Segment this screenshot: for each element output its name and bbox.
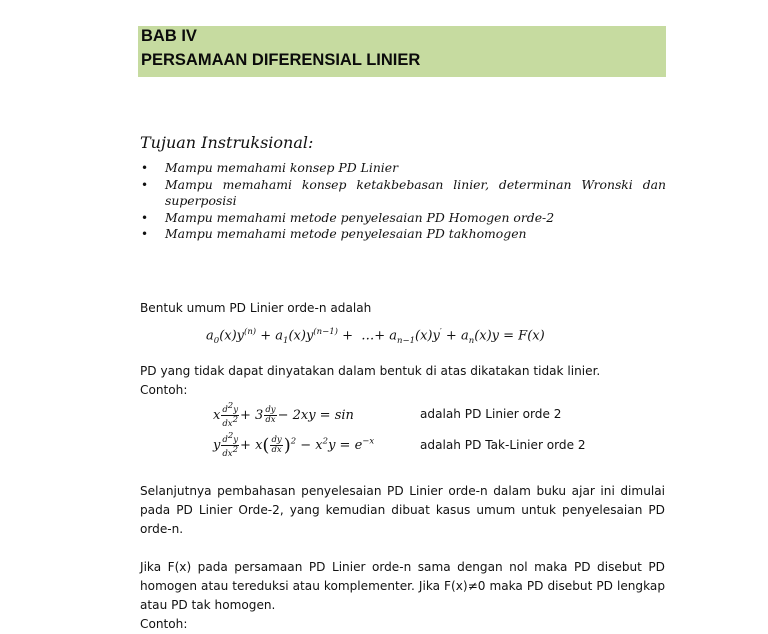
- intro-text: Bentuk umum PD Linier orde-n adalah: [140, 301, 372, 315]
- chapter-header: [138, 26, 666, 77]
- bullet-icon: •: [141, 227, 149, 241]
- example-equation-1: x $\frac{d^2y}{dx^2}$ + 3 $\frac{dy}{dx}$ − 2xy = sin: [213, 401, 354, 429]
- general-equation: $a_0(x)y^{(n)} + a_1(x)y^{(n-1)}$ + …+ $a_{n-1}(x)y' + a_n(x)y = F(x)$: [206, 327, 545, 346]
- objectives-title: Tujuan Instruksional:: [140, 133, 314, 152]
- example-2-description: adalah PD Tak-Linier orde 2: [420, 438, 586, 452]
- example-1-description: adalah PD Linier orde 2: [420, 407, 562, 421]
- nonlinear-text: PD yang tidak dapat dinyatakan dalam bentuk di atas dikatakan tidak linier.: [140, 364, 601, 378]
- list-item: • Mampu memahami metode penyelesaian PD Homogen orde-2: [141, 209, 555, 225]
- example-equation-2: y $\frac{d^2y}{dx^2}$ + x( $\frac{dy}{dx}$ )$^2 - x^2y = e^{-x}$: [213, 431, 375, 459]
- objectives-list: [140, 160, 666, 243]
- list-item: • Mampu memahami konsep ketakbebasan linier, determinan Wronski dan superposisi: [141, 176, 666, 208]
- bullet-icon: •: [141, 177, 149, 192]
- chapter-number: BAB IV: [141, 27, 197, 45]
- paragraph-3: Jika F(x) pada persamaan PD Linier orde-n sama dengan nol maka PD disebut PD homogen atau tereduksi atau komplementer. Jika F(x)≠0 maka PD disebut PD lengkap atau PD tak homogen.: [140, 560, 665, 612]
- list-item: • Mampu memahami metode penyelesaian PD takhomogen: [141, 226, 527, 241]
- chapter-title: PERSAMAAN DIFERENSIAL LINIER: [141, 51, 421, 69]
- bullet-icon: •: [141, 210, 149, 225]
- paragraph-2: Selanjutnya pembahasan penyelesaian PD Linier orde-n dalam buku ajar ini dimulai pada PD Linier Orde-2, yang kemudian dibuat kasus umum untuk penyelesaian PD orde-n.: [140, 484, 665, 536]
- example-label: Contoh:: [140, 383, 188, 397]
- list-item: • Mampu memahami konsep PD Linier: [141, 160, 399, 175]
- bullet-icon: •: [141, 161, 149, 175]
- example-label-2: Contoh:: [140, 617, 188, 631]
